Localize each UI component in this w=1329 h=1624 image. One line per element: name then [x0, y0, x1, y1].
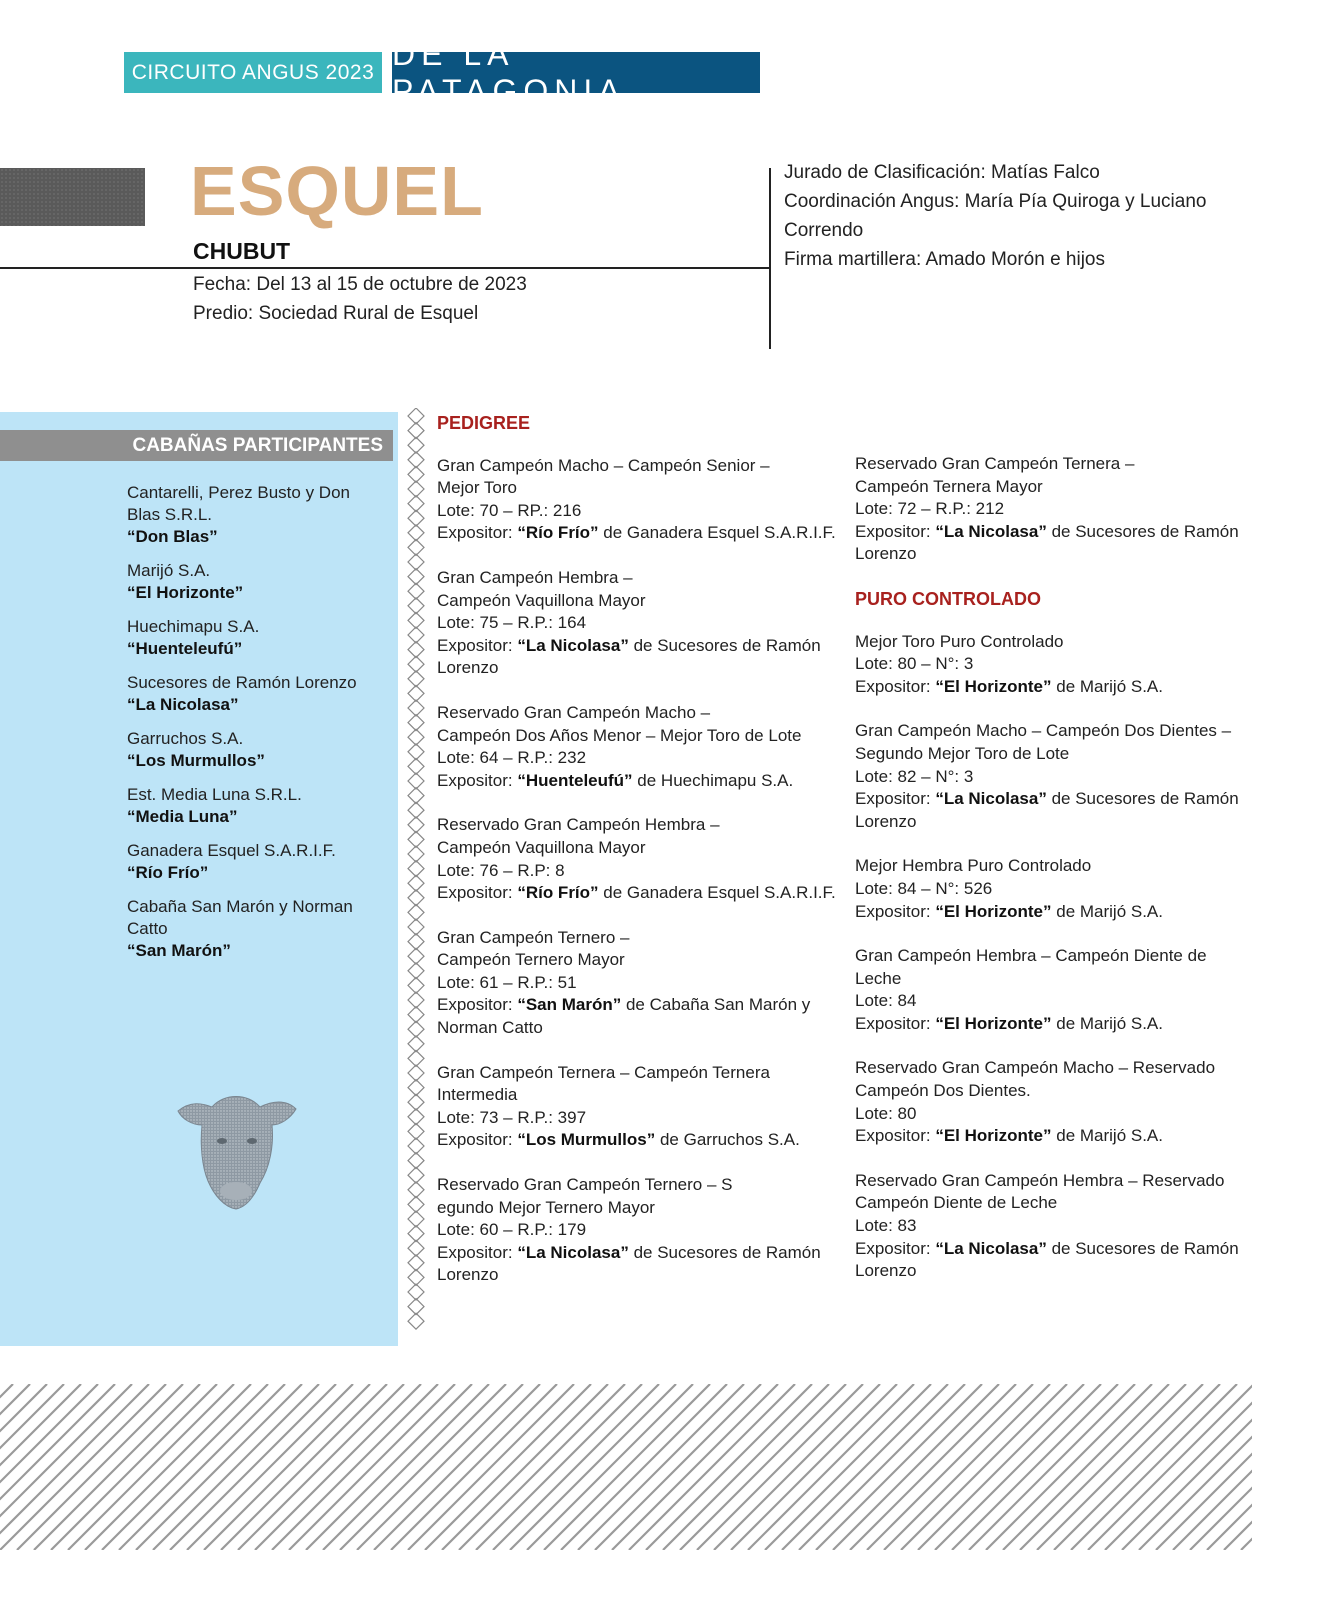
hatch-line: [952, 1384, 1118, 1550]
hatch-line: [748, 1384, 914, 1550]
exhibitor-name: “El Horizonte”: [935, 1013, 1052, 1033]
exhibitor-owner: de Sucesores de Ramón Lorenzo: [437, 1242, 821, 1285]
hatch-line: [136, 1384, 302, 1550]
award-lote: Lote: 73 – R.P.: 397: [437, 1107, 587, 1127]
hatch-line: [1054, 1384, 1220, 1550]
award-lote: Lote: 84: [855, 991, 917, 1011]
farm-owner: Marijó S.A.: [127, 561, 211, 580]
angus-head-icon: [172, 1083, 300, 1213]
award-exhibitor-line: [855, 1125, 1275, 1148]
diamond-shape: [408, 715, 424, 731]
diamond-shape: [408, 466, 424, 482]
award-title: Campeón Dos Años Menor – Mejor Toro de Lote: [437, 725, 802, 745]
award-title: Intermedia: [437, 1085, 518, 1105]
hatch-line: [833, 1384, 999, 1550]
award-entry: [855, 453, 1275, 566]
exhibitor-label: Expositor:: [855, 1238, 931, 1258]
farm-item: [127, 672, 377, 716]
hatch-line: [119, 1384, 285, 1550]
award-lote: Lote: 76 – R.P: 8: [437, 860, 565, 880]
hatch-line: [68, 1384, 234, 1550]
farm-name: “El Horizonte”: [127, 583, 244, 602]
hatch-line: [187, 1384, 353, 1550]
hatch-line: [408, 1384, 574, 1550]
diamond-shape: [408, 437, 424, 453]
decorative-block: [0, 168, 145, 226]
exhibitor-label: Expositor:: [855, 1126, 931, 1146]
diamond-shape: [408, 758, 424, 774]
farm-name: “La Nicolasa”: [127, 695, 239, 714]
hatch-line: [697, 1384, 863, 1550]
award-entry: [855, 1170, 1275, 1283]
award-exhibitor-line: [855, 521, 1275, 566]
pedigree-list-continued: [855, 453, 1275, 566]
staff-line: Firma martillera: Amado Morón e hijos: [784, 249, 1105, 270]
award-title: Gran Campeón Macho – Campeón Dos Dientes –: [855, 721, 1232, 741]
results-column: [855, 453, 1275, 1305]
exhibitor-name: “El Horizonte”: [935, 901, 1052, 921]
farm-owner: Ganadera Esquel S.A.R.I.F.: [127, 841, 336, 860]
diamond-shape: [408, 583, 424, 599]
diamond-shape: [408, 1240, 424, 1256]
exhibitor-label: Expositor:: [437, 635, 513, 655]
farm-owner: Cabaña San Marón y Norman Catto: [127, 897, 353, 938]
award-exhibitor-line: [437, 770, 837, 793]
hatch-line: [459, 1384, 625, 1550]
exhibitor-name: “La Nicolasa”: [935, 789, 1047, 809]
diamond-shape: [408, 627, 424, 643]
hatch-line: [799, 1384, 965, 1550]
exhibitor-name: “Huenteleufú”: [517, 770, 633, 790]
hatch-line: [595, 1384, 761, 1550]
award-title: Campeón Ternero Mayor: [437, 950, 625, 970]
diamond-shape: [408, 671, 424, 687]
diamond-shape: [408, 408, 424, 424]
exhibitor-owner: de Sucesores de Ramón Lorenzo: [437, 635, 821, 678]
hatch-line: [680, 1384, 846, 1550]
award-exhibitor-line: [855, 1238, 1275, 1283]
diamond-shape: [408, 817, 424, 833]
hatch-line: [102, 1384, 268, 1550]
hatch-line: [765, 1384, 931, 1550]
diamond-shape: [408, 831, 424, 847]
diamond-shape: [408, 992, 424, 1008]
hatch-line: [323, 1384, 489, 1550]
diamond-shape: [408, 700, 424, 716]
diamond-shape: [408, 1094, 424, 1110]
hatch-line: [867, 1384, 1033, 1550]
diamond-shape: [408, 452, 424, 468]
award-title: Campeón Vaquillona Mayor: [437, 590, 646, 610]
exhibitor-label: Expositor:: [855, 676, 931, 696]
award-title: Campeón Ternera Mayor: [855, 476, 1043, 496]
staff-line: Jurado de Clasificación: Matías Falco: [784, 162, 1100, 183]
exhibitor-owner: de Sucesores de Ramón Lorenzo: [855, 789, 1239, 831]
award-title: Gran Campeón Ternero –: [437, 927, 630, 947]
diamond-shape: [408, 1065, 424, 1081]
award-title: Reservado Gran Campeón Macho –: [437, 702, 711, 722]
hatch-line: [476, 1384, 642, 1550]
hatch-line: [306, 1384, 472, 1550]
staff-line: Correndo: [784, 220, 864, 241]
exhibitor-owner: de Garruchos S.A.: [659, 1130, 800, 1150]
hatch-line: [510, 1384, 676, 1550]
region-tag: DE LA PATAGONIA: [392, 52, 760, 93]
farm-owner: Cantarelli, Perez Busto y Don Blas S.R.L.: [127, 483, 350, 524]
award-title: Reservado Gran Campeón Ternero – S: [437, 1175, 733, 1195]
hatch-line: [493, 1384, 659, 1550]
diamond-shape: [408, 1153, 424, 1169]
hatch-line: [0, 1384, 166, 1550]
hatch-line: [1037, 1384, 1203, 1550]
exhibitor-name: “San Marón”: [517, 995, 622, 1015]
farm-item: [127, 560, 377, 604]
farm-list: [127, 482, 377, 974]
diamond-shape: [408, 904, 424, 920]
award-title: Gran Campeón Hembra –: [437, 567, 633, 587]
award-lote: Lote: 84 – N°: 526: [855, 878, 993, 898]
exhibitor-owner: de Sucesores de Ramón Lorenzo: [855, 1238, 1239, 1281]
farm-item: [127, 784, 377, 828]
hatch-line: [204, 1384, 370, 1550]
award-title: Mejor Hembra Puro Controlado: [855, 856, 1092, 876]
event-staff: [784, 158, 1254, 274]
diamond-shape: [408, 642, 424, 658]
hatch-line: [850, 1384, 1016, 1550]
hatch-line: [901, 1384, 1067, 1550]
page-title: ESQUEL: [190, 152, 484, 230]
hatch-line: [221, 1384, 387, 1550]
award-lote: Lote: 83: [855, 1216, 917, 1236]
award-exhibitor-line: [855, 901, 1275, 924]
hatch-line: [340, 1384, 506, 1550]
sidebar-heading: CABAÑAS PARTICIPANTES: [0, 430, 393, 461]
farm-owner: Sucesores de Ramón Lorenzo: [127, 673, 357, 692]
award-title: egundo Mejor Ternero Mayor: [437, 1197, 655, 1217]
farm-owner: Est. Media Luna S.R.L.: [127, 785, 302, 804]
exhibitor-owner: de Ganadera Esquel S.A.R.I.F.: [603, 883, 836, 903]
award-lote: Lote: 72 – R.P.: 212: [855, 499, 1005, 519]
award-title: Mejor Toro: [437, 478, 517, 498]
hatch-line: [85, 1384, 251, 1550]
diamond-shape: [408, 744, 424, 760]
exhibitor-label: Expositor:: [437, 770, 513, 790]
diamond-shape: [408, 1036, 424, 1052]
diamond-shape: [408, 1284, 424, 1300]
award-entry: [855, 855, 1275, 923]
exhibitor-name: “Los Murmullos”: [517, 1130, 656, 1150]
hatch-line: [544, 1384, 710, 1550]
hatch-line: [1088, 1384, 1252, 1550]
award-title: Gran Campeón Ternera – Campeón Ternera: [437, 1062, 770, 1082]
hatch-line: [935, 1384, 1101, 1550]
hatch-line: [425, 1384, 591, 1550]
hatch-line: [969, 1384, 1135, 1550]
exhibitor-name: “Río Frío”: [517, 523, 599, 543]
farm-name: “San Marón”: [127, 941, 231, 960]
award-entry: [855, 631, 1275, 699]
award-entry: [437, 814, 837, 904]
hatch-line: [17, 1384, 183, 1550]
award-entry: [855, 720, 1275, 833]
exhibitor-name: “La Nicolasa”: [935, 1238, 1047, 1258]
diamond-shape: [408, 846, 424, 862]
diamond-chain-divider: [404, 408, 428, 1338]
award-entry: [855, 945, 1275, 1035]
hatch-line: [918, 1384, 1084, 1550]
award-title: Reservado Gran Campeón Hembra –: [437, 815, 720, 835]
diamond-shape: [408, 1299, 424, 1315]
section-title-puro: PURO CONTROLADO: [855, 588, 1041, 609]
diamond-shape: [408, 773, 424, 789]
pedigree-column: [437, 412, 837, 1309]
pedigree-list: [437, 455, 837, 1287]
hatch-line: [1020, 1384, 1186, 1550]
diamond-shape: [408, 1211, 424, 1227]
hatch-line: [612, 1384, 778, 1550]
diamond-shape: [408, 1123, 424, 1139]
section-title-pedigree: PEDIGREE: [437, 413, 531, 433]
exhibitor-name: “La Nicolasa”: [935, 521, 1047, 541]
hatch-line: [714, 1384, 880, 1550]
award-entry: [437, 927, 837, 1040]
hatch-line: [782, 1384, 948, 1550]
header-divider: [0, 267, 770, 269]
diamond-shape: [408, 496, 424, 512]
award-entry: [855, 1057, 1275, 1147]
award-entry: [437, 567, 837, 680]
award-title: Reservado Gran Campeón Macho – Reservado: [855, 1058, 1216, 1078]
award-exhibitor-line: [437, 522, 837, 545]
diamond-shape: [408, 1080, 424, 1096]
award-title: Gran Campeón Macho – Campeón Senior –: [437, 455, 770, 475]
award-title: Campeón Dos Dientes.: [855, 1081, 1031, 1101]
page-subtitle: CHUBUT: [193, 238, 291, 264]
award-lote: Lote: 70 – RP.: 216: [437, 500, 582, 520]
hatch-line: [1003, 1384, 1169, 1550]
hatch-line: [629, 1384, 795, 1550]
exhibitor-label: Expositor:: [437, 1242, 513, 1262]
farm-owner: Huechimapu S.A.: [127, 617, 260, 636]
farm-name: “Media Luna”: [127, 807, 238, 826]
award-exhibitor-line: [855, 788, 1275, 833]
hatch-line: [51, 1384, 217, 1550]
exhibitor-label: Expositor:: [855, 521, 931, 541]
diamond-shape: [408, 510, 424, 526]
award-lote: Lote: 61 – R.P.: 51: [437, 972, 577, 992]
farm-item: [127, 896, 377, 962]
farm-item: [127, 616, 377, 660]
diamond-shape: [408, 977, 424, 993]
diamond-shape: [408, 861, 424, 877]
hatch-line: [884, 1384, 1050, 1550]
hatch-line: [646, 1384, 812, 1550]
diamond-shape: [408, 1138, 424, 1154]
vertical-divider: [769, 168, 771, 349]
diamond-shape: [408, 875, 424, 891]
diamond-shape: [408, 1226, 424, 1242]
award-exhibitor-line: [437, 1242, 837, 1287]
farm-name: “Los Murmullos”: [127, 751, 265, 770]
award-lote: Lote: 75 – R.P.: 164: [437, 613, 587, 633]
award-lote: Lote: 80: [855, 1103, 917, 1123]
award-lote: Lote: 64 – R.P.: 232: [437, 748, 587, 768]
exhibitor-label: Expositor:: [437, 1130, 513, 1150]
award-title: Reservado Gran Campeón Ternera –: [855, 454, 1135, 473]
exhibitor-label: Expositor:: [855, 789, 931, 809]
award-entry: [437, 1174, 837, 1287]
diamond-shape: [408, 1182, 424, 1198]
diamond-shape: [408, 656, 424, 672]
exhibitor-owner: de Sucesores de Ramón Lorenzo: [855, 521, 1239, 564]
hatch-line: [34, 1384, 200, 1550]
event-details: [193, 270, 527, 328]
hatch-pattern: [0, 1384, 1252, 1550]
diamond-shape: [408, 934, 424, 950]
exhibitor-owner: de Marijó S.A.: [1056, 1126, 1163, 1146]
event-date: Fecha: Del 13 al 15 de octubre de 2023: [193, 274, 527, 295]
exhibitor-label: Expositor:: [855, 901, 931, 921]
hatch-line: [289, 1384, 455, 1550]
hatch-line: [561, 1384, 727, 1550]
exhibitor-owner: de Marijó S.A.: [1056, 676, 1163, 696]
diamond-shape: [408, 729, 424, 745]
award-entry: [437, 702, 837, 792]
exhibitor-owner: de Cabaña San Marón y Norman Catto: [437, 995, 811, 1038]
exhibitor-name: “El Horizonte”: [935, 676, 1052, 696]
farm-item: [127, 728, 377, 772]
hatch-line: [731, 1384, 897, 1550]
hatch-line: [153, 1384, 319, 1550]
exhibitor-label: Expositor:: [437, 883, 513, 903]
hatch-line: [391, 1384, 557, 1550]
award-title: Gran Campeón Hembra – Campeón Diente de: [855, 946, 1207, 966]
diamond-shape: [408, 554, 424, 570]
hatch-line: [986, 1384, 1152, 1550]
award-title: Campeón Diente de Leche: [855, 1193, 1058, 1213]
award-title: Leche: [855, 968, 902, 988]
diamond-shape: [408, 1109, 424, 1125]
award-entry: [437, 1062, 837, 1152]
farm-name: “Huenteleufú”: [127, 639, 243, 658]
diamond-shape: [408, 948, 424, 964]
diamond-shape: [408, 539, 424, 555]
exhibitor-name: “La Nicolasa”: [517, 635, 629, 655]
award-title: Segundo Mejor Toro de Lote: [855, 743, 1070, 763]
hatch-line: [578, 1384, 744, 1550]
diamond-shape: [408, 788, 424, 804]
exhibitor-owner: de Marijó S.A.: [1056, 901, 1163, 921]
exhibitor-label: Expositor:: [855, 1013, 931, 1033]
exhibitor-name: “La Nicolasa”: [517, 1242, 629, 1262]
circuit-tag: CIRCUITO ANGUS 2023: [124, 52, 382, 93]
hatch-line: [816, 1384, 982, 1550]
exhibitor-name: “Río Frío”: [517, 883, 599, 903]
puro-controlado-list: [855, 631, 1275, 1283]
farm-owner: Garruchos S.A.: [127, 729, 244, 748]
award-exhibitor-line: [855, 676, 1275, 699]
hatch-line: [442, 1384, 608, 1550]
diamond-shape: [408, 963, 424, 979]
award-exhibitor-line: [437, 994, 837, 1039]
diamond-shape: [408, 1255, 424, 1271]
hatch-line: [272, 1384, 438, 1550]
award-lote: Lote: 60 – R.P.: 179: [437, 1220, 587, 1240]
exhibitor-owner: de Ganadera Esquel S.A.R.I.F.: [603, 523, 836, 543]
farm-item: [127, 482, 377, 548]
diamond-shape: [408, 919, 424, 935]
award-title: Mejor Toro Puro Controlado: [855, 631, 1064, 651]
diamond-shape: [408, 890, 424, 906]
hatch-line: [255, 1384, 421, 1550]
award-exhibitor-line: [437, 1129, 837, 1152]
diamond-shape: [408, 802, 424, 818]
award-entry: [437, 455, 837, 545]
award-exhibitor-line: [437, 635, 837, 680]
award-exhibitor-line: [855, 1013, 1275, 1036]
diamond-shape: [408, 1050, 424, 1066]
diamond-shape: [408, 569, 424, 585]
diamond-shape: [408, 598, 424, 614]
diamond-shape: [408, 1007, 424, 1023]
diamond-shape: [408, 1269, 424, 1285]
diamond-shape: [408, 481, 424, 497]
exhibitor-label: Expositor:: [437, 995, 513, 1015]
hatch-line: [238, 1384, 404, 1550]
award-lote: Lote: 80 – N°: 3: [855, 654, 974, 674]
award-title: Reservado Gran Campeón Hembra – Reservado: [855, 1170, 1225, 1190]
award-title: Campeón Vaquillona Mayor: [437, 837, 646, 857]
diamond-shape: [408, 612, 424, 628]
staff-line: Coordinación Angus: María Pía Quiroga y Luciano: [784, 191, 1207, 212]
diamond-shape: [408, 685, 424, 701]
farm-name: “Río Frío”: [127, 863, 209, 882]
diamond-shape: [408, 1313, 424, 1329]
diamond-shape: [408, 525, 424, 541]
hatch-line: [374, 1384, 540, 1550]
hatch-line: [1071, 1384, 1237, 1550]
diamond-shape: [408, 1167, 424, 1183]
hatch-line: [170, 1384, 336, 1550]
exhibitor-owner: de Huechimapu S.A.: [637, 770, 794, 790]
diamond-shape: [408, 1021, 424, 1037]
hatch-line: [357, 1384, 523, 1550]
exhibitor-owner: de Marijó S.A.: [1056, 1013, 1163, 1033]
hatch-line: [527, 1384, 693, 1550]
event-venue: Predio: Sociedad Rural de Esquel: [193, 303, 479, 324]
farm-item: [127, 840, 377, 884]
exhibitor-label: Expositor:: [437, 523, 513, 543]
award-exhibitor-line: [437, 882, 837, 905]
exhibitor-name: “El Horizonte”: [935, 1126, 1052, 1146]
hatch-line: [663, 1384, 829, 1550]
diamond-shape: [408, 1196, 424, 1212]
award-lote: Lote: 82 – N°: 3: [855, 766, 974, 786]
diamond-shape: [408, 423, 424, 439]
farm-name: “Don Blas”: [127, 527, 218, 546]
